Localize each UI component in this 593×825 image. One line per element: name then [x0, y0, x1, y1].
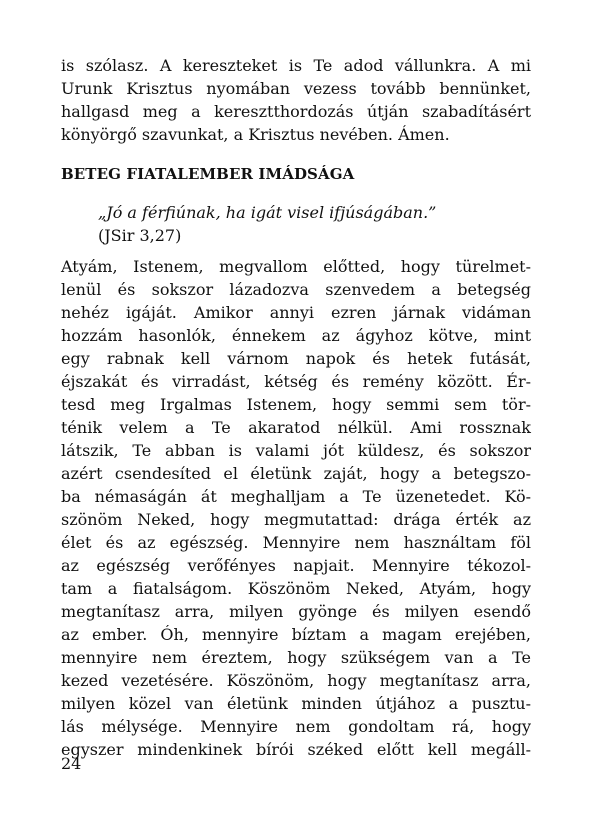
text-line: egyszer mindenkinek bírói széked előtt kell megáll-: [61, 740, 531, 759]
text-line: szönöm Neked, hogy megmutattad: drága érték az: [61, 510, 531, 529]
text-line: lás mélysége. Mennyire nem gondoltam rá, hogy: [61, 717, 531, 736]
page-number: 24: [61, 754, 82, 773]
text-line: kezed vezetésére. Köszönöm, hogy megtanítasz arra,: [61, 671, 531, 690]
text-line: éjszakát és virradást, kétség és remény között. Ér-: [61, 372, 531, 391]
text-line: is szólasz. A kereszteket is Te adod vállunkra. A mi: [61, 56, 531, 75]
text-line: lenül és sokszor lázadozva szenvedem a betegség: [61, 280, 531, 299]
text-line: ba némaságán át meghalljam a Te üzenetedet. Kö-: [61, 487, 531, 506]
text-line: látszik, Te abban is valami jót küldesz, és sokszor: [61, 441, 531, 460]
text-line: Atyám, Istenem, megvallom előtted, hogy türelmet-: [61, 257, 531, 276]
text-line: egy rabnak kell várnom napok és hetek futását,: [61, 349, 531, 368]
text-line: azért csendesíted el életünk zaját, hogy a betegszo-: [61, 464, 531, 483]
motto-quote: [98, 201, 436, 247]
intro-paragraph: [61, 54, 531, 146]
text-line: Urunk Krisztus nyomában vezess tovább bennünket,: [61, 79, 531, 98]
text-line: hallgasd meg a keresztthordozás útján szabadításért: [61, 102, 531, 121]
text-line: mennyire nem éreztem, hogy szükségem van a Te: [61, 648, 531, 667]
text-line: megtanítasz arra, milyen gyönge és milyen esendő: [61, 602, 531, 621]
text-line: nehéz igáját. Amikor annyi ezren járnak vidáman: [61, 303, 531, 322]
text-line: az ember. Óh, mennyire bíztam a magam erejében,: [61, 625, 531, 644]
book-page: [61, 54, 531, 794]
text-line: tam a fiatalságom. Köszönöm Neked, Atyám, hogy: [61, 579, 531, 598]
text-line: könyörgő szavunkat, a Krisztus nevében. Ámen.: [61, 125, 450, 144]
motto-text: „Jó a férfiúnak, ha igát visel ifjúságában.”: [98, 203, 437, 222]
text-line: élet és az egészség. Mennyire nem használtam föl: [61, 533, 531, 552]
text-line: milyen közel van életünk minden útjához a pusztu-: [61, 694, 531, 713]
prayer-heading: BETEG FIATALEMBER IMÁDSÁGA: [61, 165, 355, 183]
prayer-body: [61, 255, 531, 761]
text-line: hozzám hasonlók, énnekem az ágyhoz kötve, mint: [61, 326, 531, 345]
text-line: tesd meg Irgalmas Istenem, hogy semmi sem tör-: [61, 395, 531, 414]
motto-reference: (JSir 3,27): [98, 226, 182, 245]
text-line: az egészség verőfényes napjait. Mennyire tékozol-: [61, 556, 531, 575]
text-line: ténik velem a Te akaratod nélkül. Ami rossznak: [61, 418, 531, 437]
